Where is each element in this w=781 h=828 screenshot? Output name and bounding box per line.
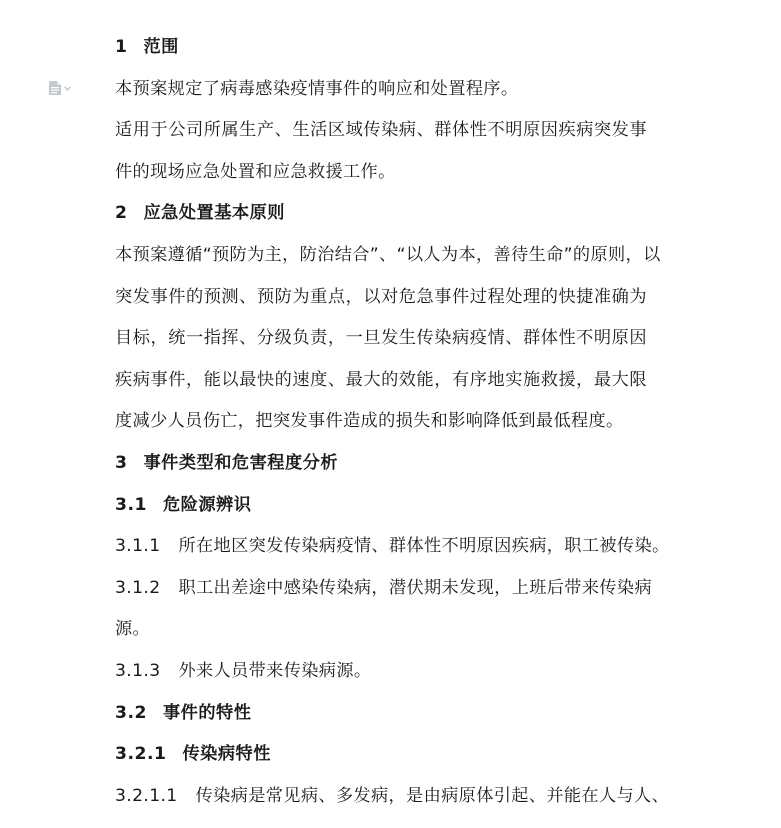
item-text: 所在地区突发传染病疫情、群体性不明原因疾病，职工被传染。 (178, 536, 670, 557)
heading-number: 3.1 (115, 494, 147, 515)
item-number: 3.1.3 (115, 660, 161, 681)
paragraph-line: 突发事件的预测、预防为重点，以对危急事件过程处理的快捷准确为 (115, 286, 648, 307)
paragraph: 件的现场应急处置和应急救援工作。 (115, 161, 396, 182)
paragraph-line: 本预案遵循“预防为主，防治结合”、“以人为本，善待生命”的原则，以 (115, 244, 661, 265)
item-3-1-1 (115, 526, 675, 568)
paragraph-line: 目标，统一指挥、分级负责，一旦发生传染病疫情、群体性不明原因 (115, 328, 648, 349)
item-text: 外来人员带来传染病源。 (178, 660, 372, 681)
paragraph: 适用于公司所属生产、生活区域传染病、群体性不明原因疾病突发事 (115, 120, 648, 141)
heading-3-2 (115, 693, 675, 735)
heading-number: 1 (115, 37, 128, 57)
item-3-2-1-1 (115, 776, 675, 818)
heading-2 (115, 193, 675, 235)
heading-1 (115, 27, 675, 69)
heading-number: 3 (115, 452, 128, 473)
item-number: 3.2.1.1 (115, 785, 178, 806)
paragraph-line: 疾病事件，能以最快的速度、最大的效能，有序地实施救援，最大限 (115, 369, 648, 390)
paragraph: 本预案规定了病毒感染疫情事件的响应和处置程序。 (115, 78, 519, 99)
heading-title: 事件的特性 (162, 702, 252, 723)
heading-number: 3.2 (115, 702, 147, 723)
heading-title: 应急处置基本原则 (143, 203, 285, 224)
heading-title: 范围 (143, 37, 179, 57)
heading-3-2-1 (115, 734, 675, 776)
item-text-continued: 源。 (115, 619, 151, 640)
heading-3-1 (115, 485, 675, 527)
paragraph-menu-button[interactable] (48, 80, 76, 96)
heading-number: 2 (115, 203, 128, 224)
item-text: 职工出差途中感染传染病，潜伏期未发现，上班后带来传染病 (178, 577, 652, 598)
heading-3 (115, 443, 675, 485)
heading-number: 3.2.1 (115, 744, 167, 765)
item-3-1-2 (115, 568, 675, 610)
item-text: 传染病是常见病、多发病，是由病原体引起、并能在人与人、 (195, 785, 670, 806)
paragraph-line: 度减少人员伤亡，把突发事件造成的损失和影响降低到最低程度。 (115, 411, 624, 432)
chevron-down-icon (64, 86, 71, 91)
document-icon (48, 80, 62, 96)
heading-title: 危险源辨识 (162, 494, 252, 515)
item-number: 3.1.1 (115, 536, 161, 557)
heading-title: 事件类型和危害程度分析 (143, 452, 339, 473)
document-body (115, 27, 675, 817)
item-number: 3.1.2 (115, 577, 161, 598)
item-3-1-3 (115, 651, 675, 693)
heading-title: 传染病特性 (182, 744, 271, 765)
